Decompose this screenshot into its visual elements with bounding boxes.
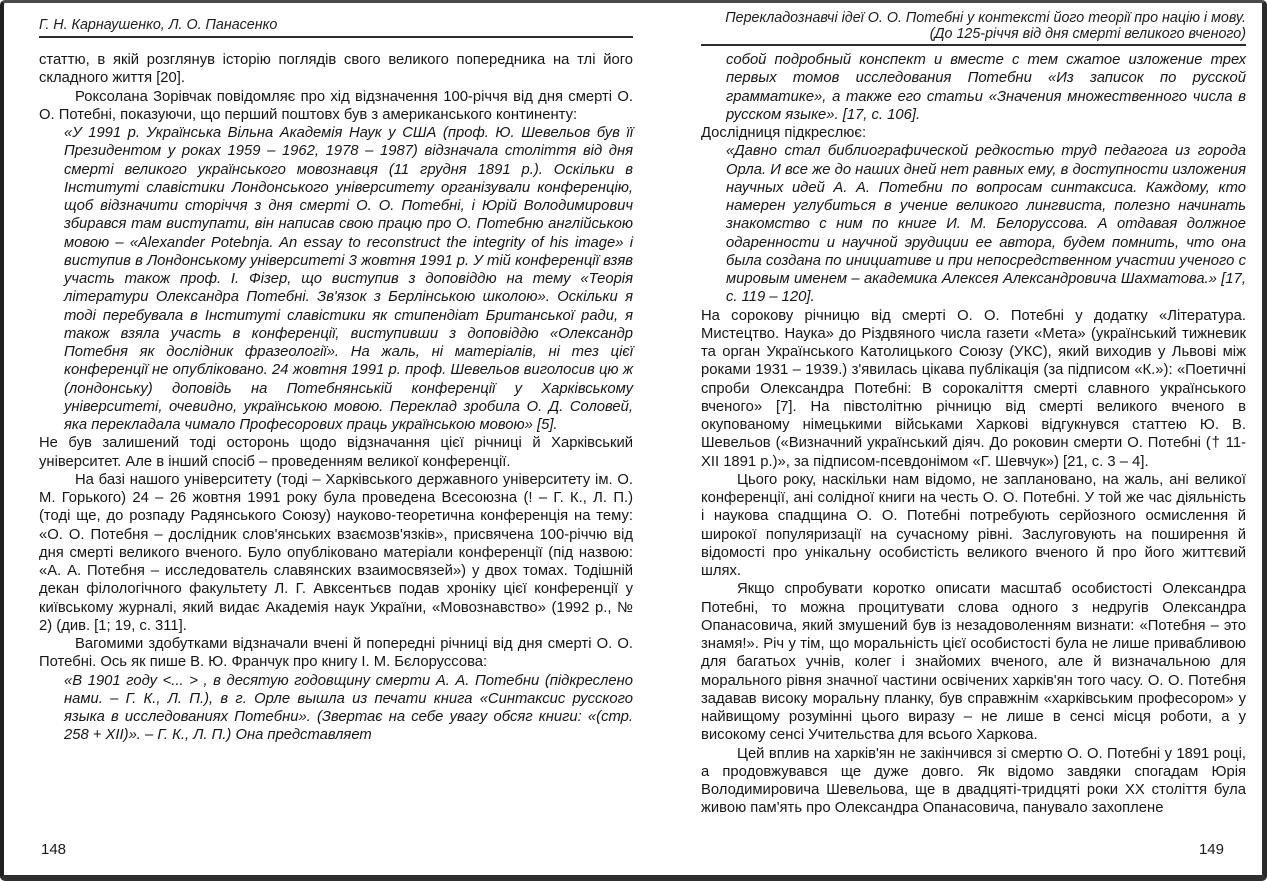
page-right (701, 3, 1246, 875)
block-quote: «У 1991 р. Українська Вільна Академія Наук у США (проф. Ю. Шевельов був її Президентом у роках 1959 – 1962, 1978 – 1987) відзначала століття від дня смерті великого українського мовознавця (11 грудня 1891 р.). Оскільки в Інституті славістики Лондонського університету організували конференцію, щоб відзначити сторіччя з дня смерті О. О. Потебні, і Юрій Володимирович збирався там виступати, він написав свою працю про О. Потебню англійською мовою – «Alexander Potebnja. An essay to reconstruct the integrity of his image» і виступив в Лондонському університеті 3 жовтня 1991 р. У тій конференції взяв участь також проф. І. Фізер, що виступив з доповіддю на тему «Теорія літератури Олександра Потебні. Зв'язок з Берлінською школою». Оскільки я тоді перебувала в Інституті славістики як стипендіат Британської ради, я також взяла участь в конференції, виступивши з доповіддю «Олександр Потебня як дослідник фразеології». На жаль, ні матеріалів, ні тез цієї конференції не опубліковано. 24 жовтня 1991 р. проф. Шевельов виголосив цю ж (лондонську) доповідь на Потебнянській конференції у Харківському університеті, очевидно, українською мовою. Переклад зробила О. Д. Соловей, яка перекладала чимало Професорових праць українською мовою» [5]. (64, 125, 633, 433)
authors-text: Г. Н. Карнаушенко, Л. О. Панасенко (39, 17, 278, 33)
block-quote: «Давно стал библиографической редкостью труд педагога из города Орла. И все же до наших дней нет равных ему, в доступности изложения научных идей А. А. Потебни по вопросам синтаксиса. Каждому, кто намерен углубиться в учение великого лингвиста, полезно начинать знакомство с ним по книге И. М. Белоруссова. А отдавая должное одаренности и научной эрудиции ее автора, будем помнить, что она была создана по инициативе и при непосредственном участии ученого с мировым именем – академика Алексея Александровича Шахматова.» [17, с. 119 – 120]. (726, 143, 1246, 306)
authors-running-head (39, 18, 633, 34)
header-rule (39, 36, 633, 38)
title-line-1: Перекладознавчі ідеї О. О. Потебні у контексті його теорії про націю і мову. (725, 10, 1246, 26)
page-body-right (701, 51, 1246, 818)
paragraph: статтю, в якій розглянув історію поглядів свого великого попередника на тлі його складного життя [20]. (39, 52, 633, 87)
paragraph: Цього року, наскільки нам відомо, не заплановано, на жаль, ані великої конференції, ані солідної книги на честь О. О. Потебні. У той же час діяльність і наукова спадщина О. О. Потебні потребують серйозного осмислення й широкої популяризації на сучасному рівні. Заслуговують на поширення й відомості про унікальну особистість великого вченого й про його життєвий шлях. (701, 471, 1246, 579)
page-number: 149 (1198, 841, 1224, 858)
title-running-head (701, 11, 1246, 42)
header-rule (701, 44, 1246, 46)
paragraph: Якщо спробувати коротко описати масштаб особистості Олександра Потебні, то можна процитувати слова одного з недругів Олександра Опанасовича, який змушений був із незадоволенням визнати: «Потебня – это знамя!». Річ у тім, що моральність цієї особистості була не лише привабливою для багатьох учнів, колег і знайомих вченого, але й визначальною для морального рівня значної частини освічених харків'ян того часу. О. О. Потебня задавав високу моральну планку, був справжнім «харківським професором» у найвищому розумінні цього виразу – не лише в сенсі місця роботи, а у високому сенсі Учительства для всього Харкова. (701, 581, 1246, 744)
page-body-left (39, 51, 633, 745)
paragraph: Цей вплив на харків'ян не закінчився зі смертю О. О. Потебні у 1891 році, а продовжувався ще дуже довго. Як відомо завдяки спогадам Юрія Володимировича Шевельова, ще в двадцяті-тридцяті роки XX століття була живою пам'ять про Олександра Опанасовича, панувало захоплене (701, 745, 1246, 817)
paragraph: На сорокову річницю від смерті О. О. Потебні у додатку «Література. Мистецтво. Наука» до Різдвяного числа газети «Мета» (український тижневик та орган Українського Католицького Союзу (УКС), який виходив у Львові між роками 1931 – 1939.) з'явилась цікава публікація (за підписом «К.»): «Поетичні спроби Олександра Потебні: В сорокаліття смерті славного українського вченого» [7]. На півстолітню річницю від смерті великого вченого в окупованому німецькими військами Харкові відгукнувся статтею Ю. В. Шевельов («Визначний український діяч. До роковин смерти О. Потебні († 11-XII 1891 р.)», за підписом-псевдонімом «Г. Шевчук») [21, с. 3 – 4]. (701, 307, 1246, 470)
block-quote: собой подробный конспект и вместе с тем сжатое изложение трех первых томов исследования Потебни «Из записок по русской грамматике», а также его статьи «Значения множественного числа в русском языке». [17, с. 106]. (726, 52, 1246, 123)
block-quote: «В 1901 году <... > , в десятую годовщину смерти А. А. Потебни (підкреслено нами. – Г. К., Л. П.), в г. Орле вышла из печати книга «Синтаксис русского языка в исследованиях Потебни». (Звертає на себе увагу обсяг книги: «(стр. 258 + XII)». – Г. К., Л. П.) Она представляет (64, 672, 633, 744)
paragraph: Вагомими здобутками відзначали вчені й попередні річниці від дня смерті О. О. Потебні. Ось як пише В. Ю. Франчук про книгу І. М. Бєлоруссова: (39, 636, 633, 671)
page-left (39, 3, 633, 875)
paragraph: На базі нашого університету (тоді – Харківського державного університету ім. О. М. Горького) 24 – 26 жовтня 1991 року була проведена Всесоюзна (! – Г. К., Л. П.) (тоді ще, до розпаду Радянського Союзу) науково-теоретична конференція на тему: «О. О. Потебня – дослідник слов'янських взаємозв'язків», присвячена 100-річчю від дня смерті великого вченого. Було опубліковано матеріали конференції (під назвою: «А. А. Потебня – исследователь славянских взаимосвязей») у двох томах. Тодішній декан філологічного факультету Л. Г. Авксентьєв подав хроніку цієї конференції у київському журналі, який видає Академія наук України, «Мовознавство» (1992 р., № 2) (див. [1; 19, с. 311]. (39, 471, 633, 634)
paragraph: Не був залишений тоді осторонь щодо відзначання цієї річниці й Харківський університет. Але в інший спосіб – проведенням великої конференції. (39, 435, 633, 470)
paragraph: Дослідниця підкреслює: (701, 125, 867, 141)
page-number: 148 (41, 841, 67, 858)
paragraph: Роксолана Зорівчак повідомляє про хід відзначення 100-річчя від дня смерті О. О. Потебні, показуючи, що перший поштовх був з американського континенту: (39, 88, 633, 123)
title-line-2: (До 125-річчя від дня смерті великого вченого) (929, 25, 1246, 42)
